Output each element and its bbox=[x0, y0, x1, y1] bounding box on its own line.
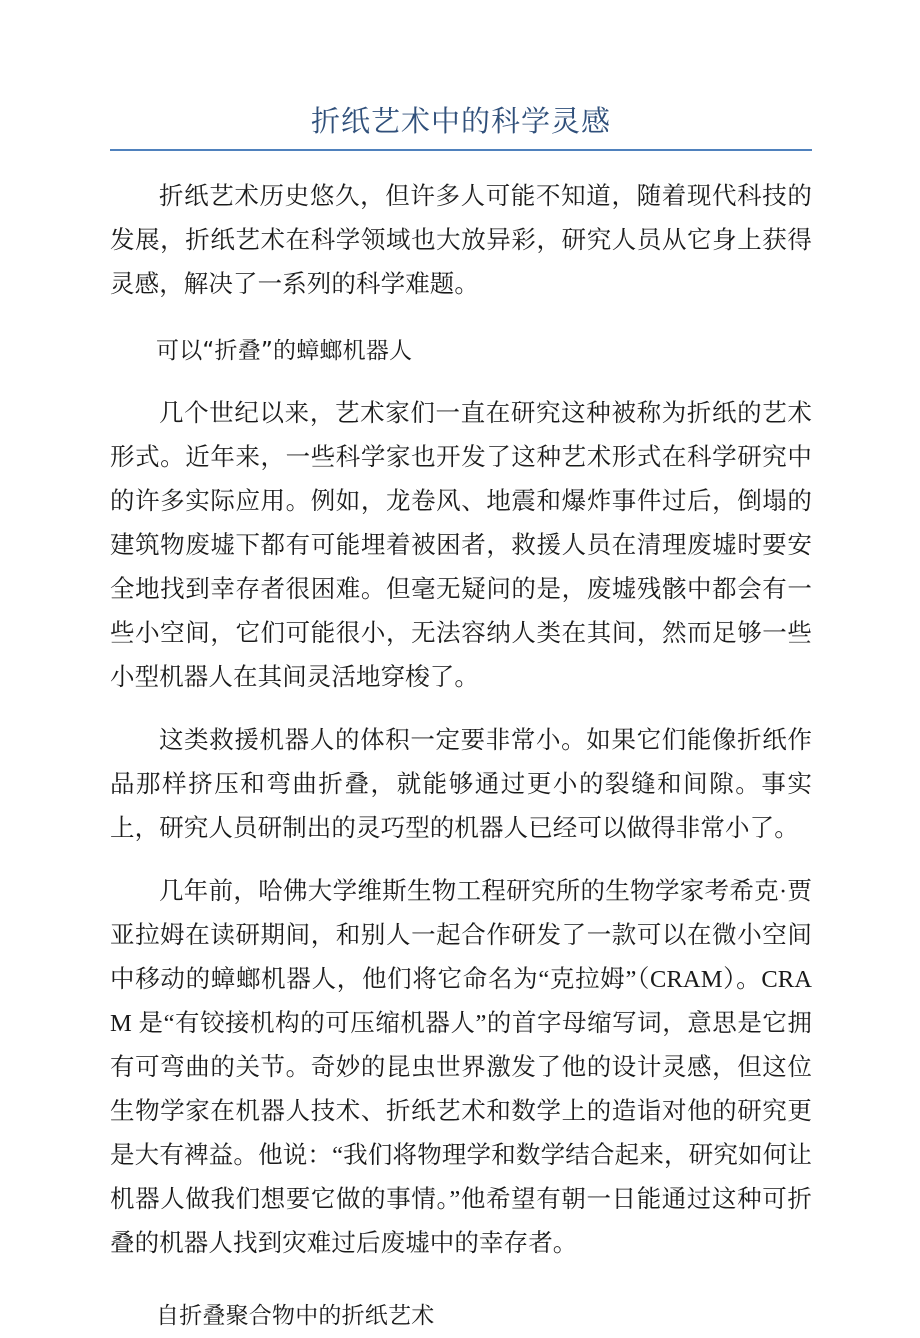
paragraph-origami-history: 几个世纪以来，艺术家们一直在研究这种被称为折纸的艺术形式。近年来，一些科学家也开发了这种艺术形式在科学研究中的许多实际应用。例如，龙卷风、地震和爆炸事件过后，倒塌的建筑物废墟下都有可能埋着被困者，救援人员在清理废墟时要安全地找到幸存者很困难。但毫无疑问的是，废墟残骸中都会有一些小空间，它们可能很小，无法容纳人类在其间，然而足够一些小型机器人在其间灵活地穿梭了。 bbox=[110, 400, 812, 691]
paragraph-cram-robot: 几年前，哈佛大学维斯生物工程研究所的生物学家考希克·贾亚拉姆在读研期间，和别人一起合作研发了一款可以在微小空间中移动的蟑螂机器人，他们将它命名为“克拉姆”（CRAM）。CRAM 是“有铰接机构的可压缩机器人”的首字母缩写词，意思是它拥有可弯曲的关节。奇妙的昆虫世界激发了他的设计灵感，但这位生物学家在机器人技术、折纸艺术和数学上的造诣对他的研究更是大有裨益。他说：“我们将物理学和数学结合起来，研究如何让机器人做我们想要它做的事情。”他希望有朝一日能通过这种可折叠的机器人找到灾难过后废墟中的幸存者。 bbox=[110, 878, 812, 1257]
paragraph-intro: 折纸艺术历史悠久，但许多人可能不知道，随着现代科技的发展，折纸艺术在科学领域也大放异彩，研究人员从它身上获得灵感，解决了一系列的科学难题。 bbox=[110, 183, 812, 298]
page-title: 折纸艺术中的科学灵感 bbox=[310, 106, 611, 138]
paragraph-rescue-robot-size: 这类救援机器人的体积一定要非常小。如果它们能像折纸作品那样挤压和弯曲折叠，就能够通过更小的裂缝和间隙。事实上，研究人员研制出的灵巧型的机器人已经可以做得非常小了。 bbox=[110, 727, 812, 842]
document-content bbox=[110, 0, 812, 1338]
section-heading-cockroach-robot: 可以“折叠”的蟑螂机器人 bbox=[156, 338, 413, 364]
section-heading-self-folding-polymer: 自折叠聚合物中的折纸艺术 bbox=[156, 1303, 435, 1329]
